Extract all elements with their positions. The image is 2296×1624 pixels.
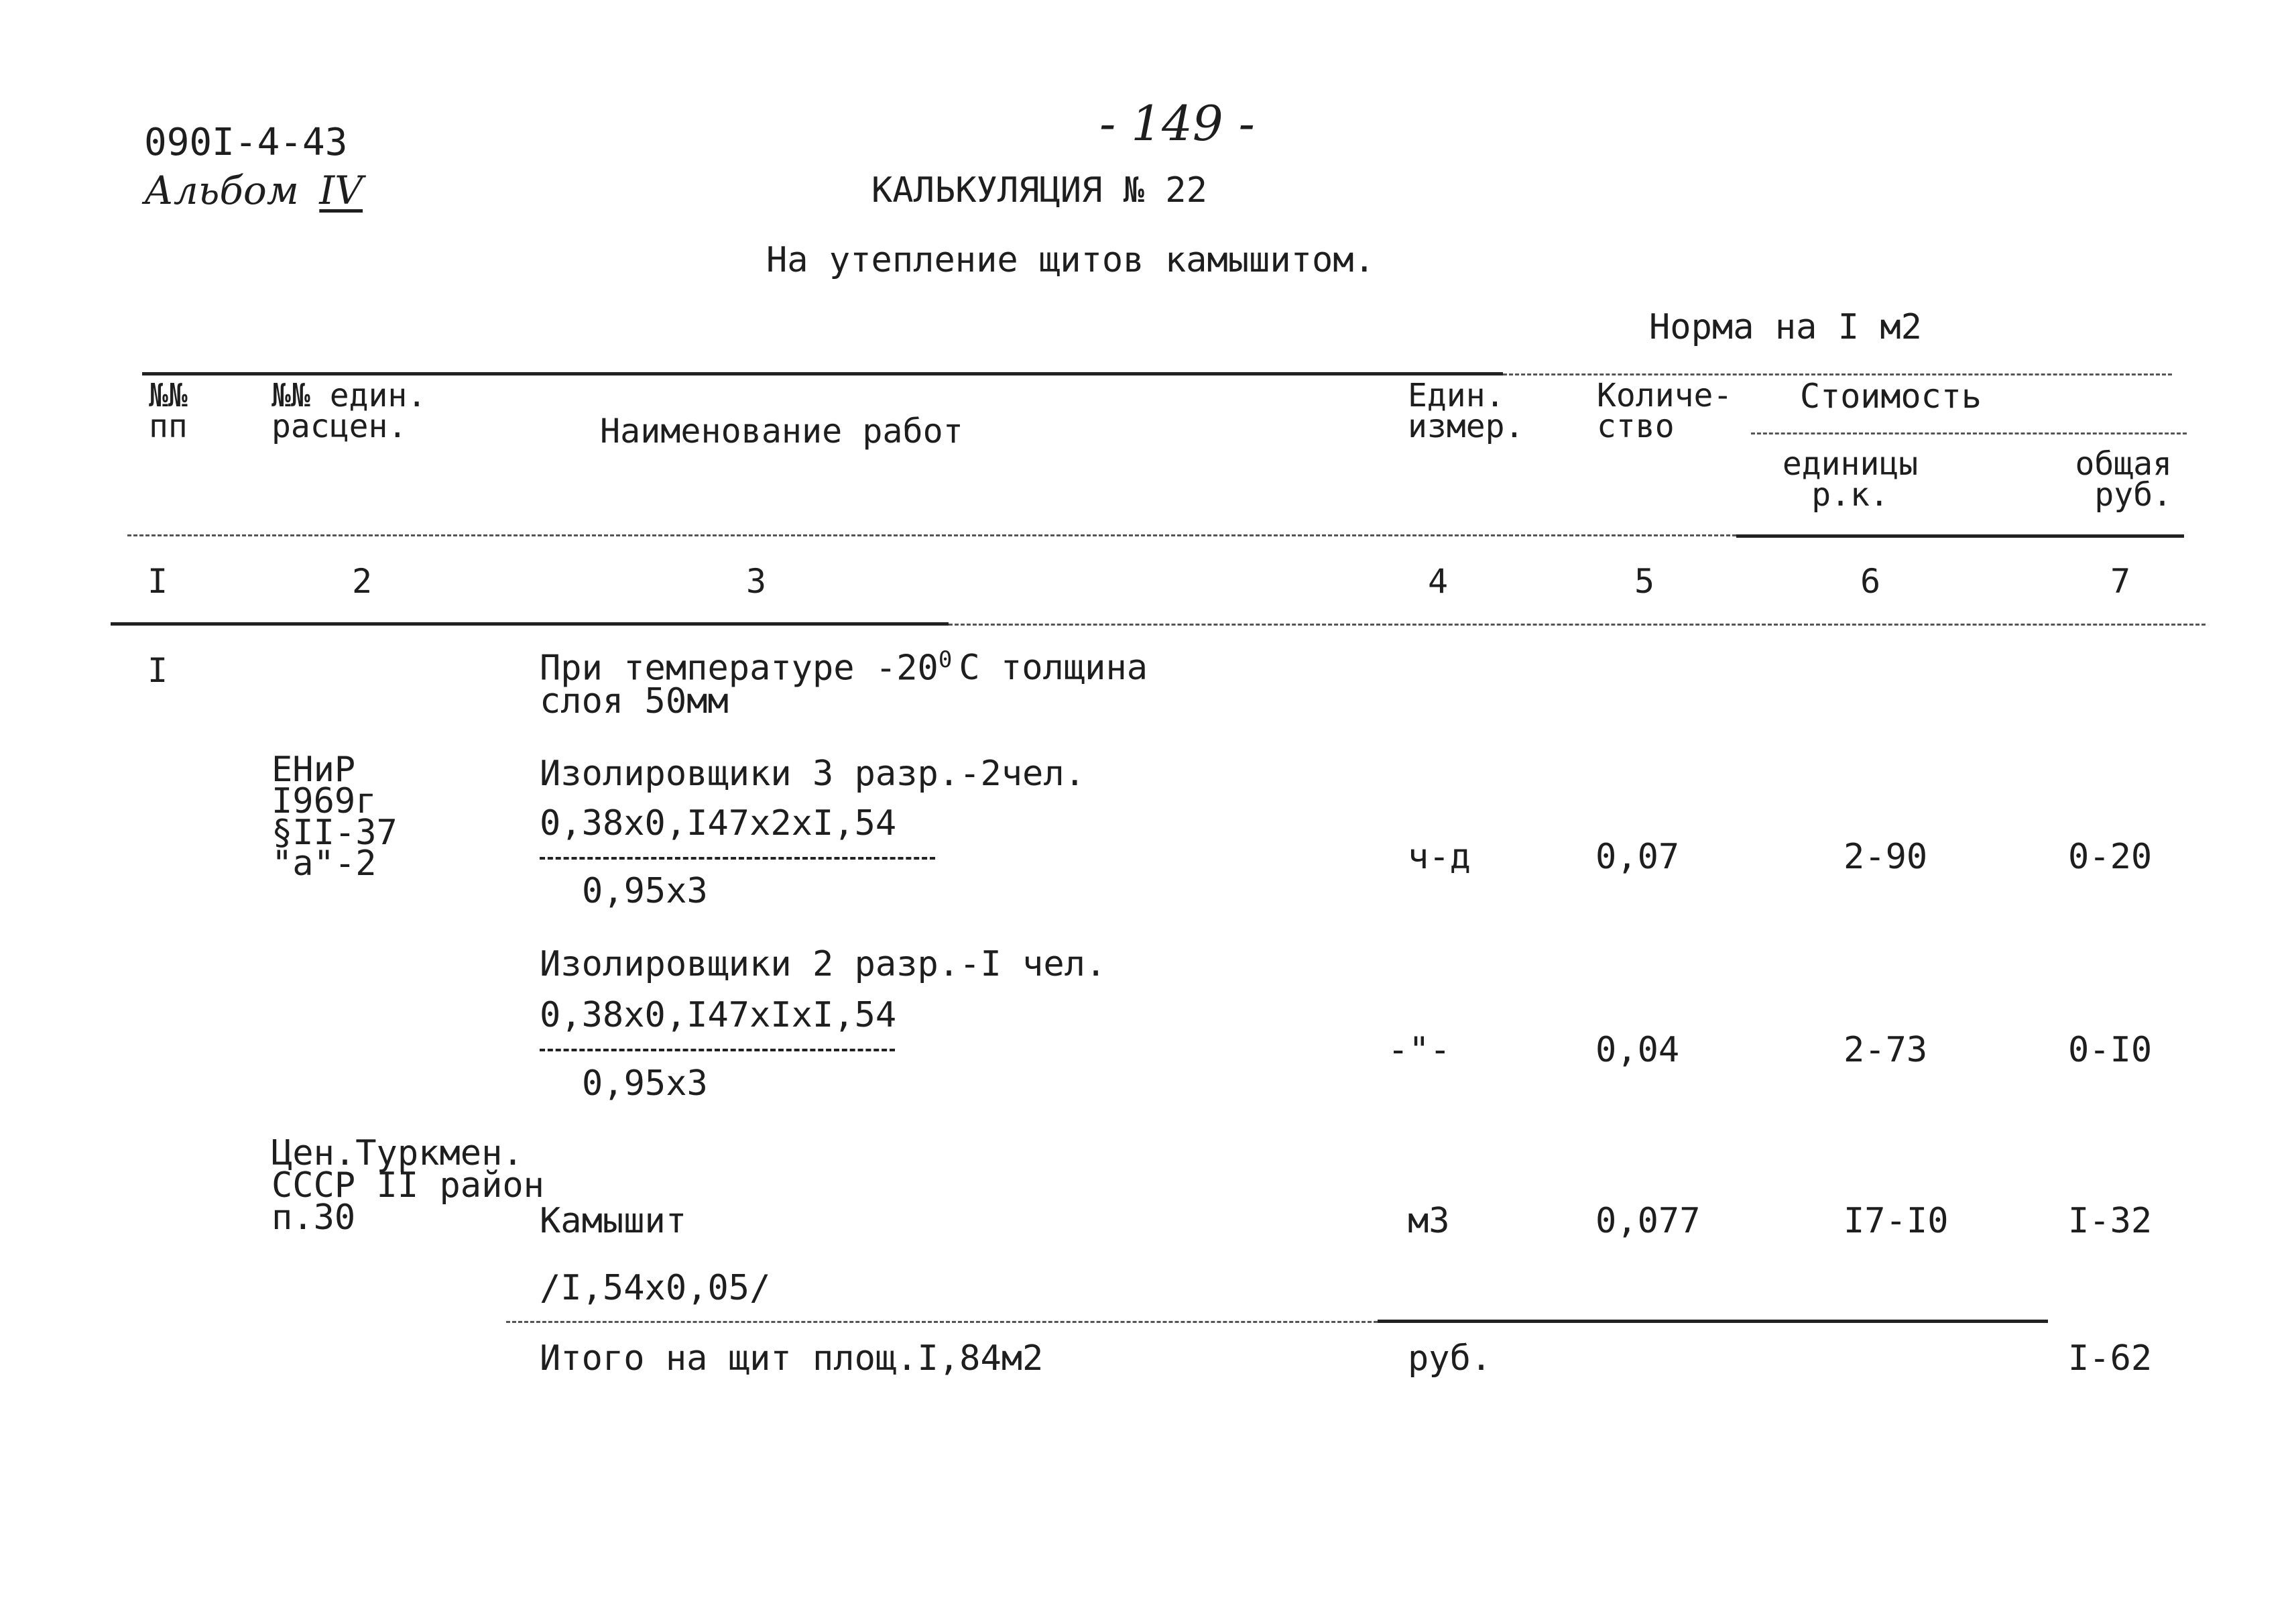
row1-unit-cost: 2-90 (1844, 837, 1928, 877)
section-title-degree: 0 (938, 646, 953, 673)
row2-denominator: 0,95х3 (582, 1063, 708, 1104)
row1-ref-line-1: ЕНиР (271, 750, 356, 790)
page-number: - 149 - (1099, 95, 1255, 152)
header-col-6-line-2: р.к. (1811, 475, 1889, 514)
header-col-2-line-1: №№ един. (271, 377, 427, 414)
header-col-4-line-2: измер. (1408, 407, 1524, 445)
row3-ref-line-3: п.30 (271, 1197, 356, 1238)
section-title-line-1 (540, 646, 1148, 689)
row2-total: 0-I0 (2068, 1030, 2153, 1070)
header-col-3: Наименование работ (600, 412, 963, 451)
row3-total: I-32 (2068, 1201, 2153, 1241)
row1-ref-line-4: "а"-2 (271, 844, 377, 884)
header-col-6-line-1: единицы (1782, 445, 1919, 483)
row2-unit-cost: 2-73 (1844, 1030, 1928, 1070)
table-top-rule-right (1503, 373, 2172, 375)
album-number: IV (319, 168, 363, 213)
row2-quantity: 0,04 (1595, 1030, 1680, 1070)
row2-numerator: 0,38х0,I47хIхI,54 (540, 995, 897, 1035)
section-title-thickness: С толщина (959, 648, 1148, 689)
col-number-4: 4 (1428, 562, 1449, 601)
header-col-5-line-1: Количе- (1597, 377, 1733, 414)
doc-code: 090I-4-43 (144, 121, 348, 164)
section-title (540, 646, 1148, 721)
col-number-6: 6 (1860, 562, 1881, 601)
col-number-3: 3 (746, 562, 767, 601)
row3-ref-line-1: Цен.Туркмен. (271, 1133, 524, 1173)
row3-unit-cost: I7-I0 (1844, 1201, 1949, 1241)
total-rule (506, 1321, 1378, 1323)
header-col-1-line-1: №№ (149, 377, 188, 414)
numbers-bottom-rule (111, 622, 949, 626)
document-title: КАЛЬКУЛЯЦИЯ № 22 (871, 170, 1207, 211)
row1-numerator: 0,38х0,I47х2хI,54 (540, 803, 897, 844)
row1-ref-line-3: §II-37 (271, 812, 398, 853)
row3-name: Камышит (540, 1201, 687, 1241)
row2-name: Изолировщики 2 разр.-I чел. (540, 944, 1107, 984)
header-col-4-line-1: Един. (1408, 377, 1505, 414)
row3-quantity: 0,077 (1595, 1201, 1701, 1241)
row1-total: 0-20 (2068, 837, 2153, 877)
section-number: I (147, 651, 168, 690)
header-col-7 (2038, 445, 2172, 514)
header-col-4 (1408, 377, 1524, 445)
row1-denominator: 0,95х3 (582, 871, 708, 911)
document-subtitle: На утепление щитов камышитом. (766, 240, 1375, 280)
total-value: I-62 (2068, 1338, 2153, 1379)
col-number-7: 7 (2110, 562, 2131, 601)
cost-subheader-rule (1751, 432, 2187, 434)
header-col-1-line-2: пп (149, 407, 188, 445)
header-bottom-rule-right (1736, 534, 2184, 538)
numbers-bottom-rule-right (949, 624, 2206, 626)
total-rule-right (1378, 1320, 2048, 1323)
row3-unit: м3 (1408, 1201, 1450, 1241)
total-label: Итого на щит площ.I,84м2 (540, 1338, 1044, 1379)
header-col-2 (271, 377, 427, 445)
row1-name: Изолировщики 3 разр.-2чел. (540, 754, 1085, 794)
norm-label: Норма на I м2 (1649, 307, 1922, 347)
row1-fraction-line (540, 857, 935, 860)
header-col-2-line-2: расцен. (271, 407, 408, 445)
header-bottom-rule (127, 534, 1736, 536)
row1-unit: ч-д (1408, 837, 1471, 877)
row1-reference (271, 750, 398, 884)
row2-unit: -"- (1388, 1030, 1451, 1070)
row3-reference (271, 1133, 544, 1238)
row1-quantity: 0,07 (1595, 837, 1680, 877)
section-title-line-2: слоя 50мм (540, 681, 729, 721)
header-col-5 (1597, 377, 1733, 445)
col-number-2: 2 (352, 562, 373, 601)
album-word: Альбом (144, 168, 299, 213)
row1-ref-line-2: I969г (271, 780, 377, 821)
header-col-1 (149, 377, 188, 445)
header-col-5-line-2: ство (1597, 407, 1675, 445)
col-number-5: 5 (1634, 562, 1655, 601)
header-cost: Стоимость (1800, 377, 1982, 416)
col-number-1: I (147, 562, 168, 601)
header-col-7-line-1: общая (2075, 445, 2172, 483)
album-label (144, 168, 363, 213)
table-top-rule (142, 372, 1503, 375)
total-unit: руб. (1408, 1338, 1492, 1379)
row2-fraction-line (540, 1049, 895, 1051)
row3-ref-line-2: СССР II район (271, 1165, 544, 1206)
row3-formula: /I,54х0,05/ (540, 1268, 771, 1308)
header-col-6 (1760, 445, 1941, 514)
header-col-7-line-2: руб. (2094, 475, 2172, 514)
section-title-temp: При температуре -20 (540, 648, 939, 689)
